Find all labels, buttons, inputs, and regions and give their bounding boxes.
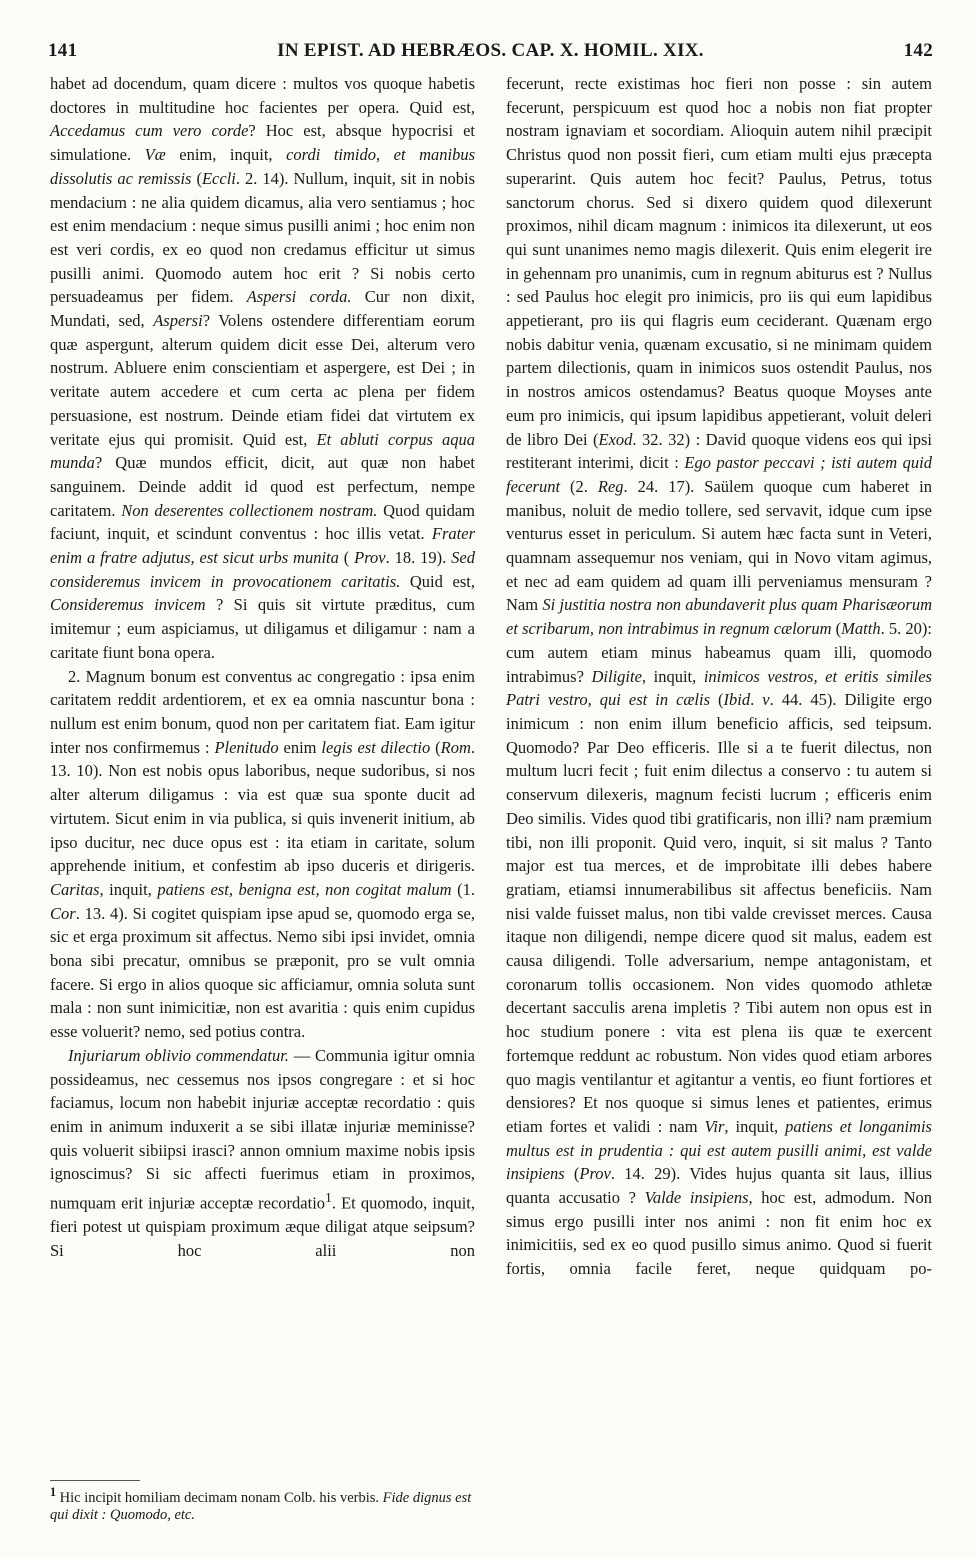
- footnote-ref: 1: [325, 1190, 332, 1206]
- paragraph: 2. Magnum bonum est conventus ac congregatio : ipsa enim caritatem reddit ardentiorem, et ex ea omnia nascuntur bona : nullum est enim bonum, quod non per caritatem fiat. Eam igitur inter nos confirmemus : Plenitudo enim legis est dilectio (Rom. 13. 10). Non est nobis opus laboribus, neque sudoribus, si nos alter alterum diligamus : via est quæ sua sponte ducit ad virtutem. Sicut enim in via publica, si quis invenerit initium, ab ipso ducitur, nec duce opus est : ita etiam in caritate, solum apprehende initium, et confestim ab ipso duceris et dirigeris. Caritas, inquit, patiens est, benigna est, non cogitat malum (1. Cor. 13. 4). Si cogitet quispiam ipse apud se, quomodo erga se, sic et erga proximum sit affectus. Nemo sibi ipsi invidet, omnia bona sibi precatur, omnibus se præponit, pro se vult omnia facere. Si ergo in alios quoque sic afficiamur, omnia soluta sunt mala : non sunt inimicitiæ, non est avaritia : quis enim cupidus esse voluerit? nemo, sed potius contra.: [50, 666, 475, 1042]
- paragraph: fecerunt, recte existimas hoc fieri non posse : sin autem fecerunt, perspicuum est quod hoc a nobis non fiat propter nostram ignaviam et socordiam. Alioquin autem nihil præcipit Christus quod non possit fieri, cum etiam multi ejus præcepta superarint. Quis autem hoc fecit? Paulus, Petrus, totus sanctorum chorus. Sed si dixero quidem quod dilexerunt proximos, nihil dicam magnum : inimicos ita dilexerunt, ut eos qui sunt unanimes nemo magis dilexerit. Quis enim elegerit ire in gehennam pro unanimis, cum in regnum abiturus est ? Nullus : sed Paulus hoc elegit pro inimicis, pro iis qui eum lapidibus appetierant, pro iis qui flagris eum ceciderant. Quænam ergo nobis dabitur venia, quænam excusatio, si ne minimam quidem partem dilectionis, quam in inimicos suos ostendit Paulus, nos in nostros amicos ostendamus? Beatus quoque Moyses ante eum pro inimicis, qui ipsum lapidibus appetierant, voluit deleri de libro Dei (Exod. 32. 32) : David quoque videns eos qui ipsi restiterant interimi, dicit : Ego pastor peccavi ; isti autem quid fecerunt (2. Reg. 24. 17). Saülem quoque cum haberet in manibus, noluit de medio tollere, sed servavit, idque cum ipse venturus esset in periculum. Si autem hæc facta sunt in Veteri, quamnam assequemur nos veniam, qui in Novo vitam agimus, et nec ad eam quidem ad quam illi perveniamus mensuram ? Nam Si justitia nostra non abundaverit plus quam Pharisæorum et scribarum, non intrabimus in regnum cælorum (Matth. 5. 20): cum autem etiam minus habeamus quam illi, quomodo intrabimus? Diligite, inquit, inimicos vestros, et eritis similes Patri vestro, qui est in cælis (Ibid. v. 44. 45). Diligite ergo inimicum : non enim illum beneficio afficis, sed teipsum. Quomodo? Par Deo efficeris. Ille si a te fuerit dilectus, non multum lucri fecit ; fuit enim dilectus a conservo : tu autem si conservum dilexeris, magnum fecisti lucrum ; efficeris enim Deo similis. Vides quod tibi gratificaris, non illi? nam præmium tibi, non illi proponit. Quid vero, inquit, si sit malus ? Tanto major est tua merces, et de improbitate illi debes habere gratiam, etiamsi innumerabilibus sit affectus beneficiis. Nam nisi valde fuisset malus, non tibi valde crevisset merces. Causa itaque non diligendi, nempe dicere quod sit malus, eadem est causa diligendi. Tolle adversarium, nempe antagonistam, et coronarum tollis occasionem. Non vides quomodo athletæ decertant sacculis arena impletis ? Tibi autem non opus est in hoc studium ponere : vita est plena iis quæ te exercent fortemque reddunt ac robustum. Non vides quod etiam arbores quo magis ventilantur et agitantur a ventis, eo fiunt fortiores et densiores? Et nos quoque si simus lenes et patientes, erimus etiam fortes et validi : nam Vir, inquit, patiens et longanimis multus est in prudentia : qui est autem pusilli animi, est valde insipiens (Prov. 14. 29). Vides hujus quanta sit laus, illius quanta accusatio ? Valde insipiens, hoc est, admodum. Non simus ergo pusilli inter nos animi : non fit enim hoc ex inimicitiis, sed ex eo quod pusillo simus animo. Quod si fuerit fortis, omnia facile feret, neque quidquam po-: [506, 74, 933, 1279]
- running-title: IN EPIST. AD HEBRÆOS. CAP. X. HOMIL. XIX.: [277, 40, 704, 61]
- footnote-rule: [50, 1480, 140, 1481]
- right-column: [506, 72, 932, 1281]
- page-header: [48, 40, 933, 70]
- left-column: [50, 72, 475, 1263]
- footnote-mark: 1: [50, 1485, 57, 1499]
- page-number-left: 141: [48, 40, 78, 61]
- paragraph: Injuriarum oblivio commendatur. — Communia igitur omnia possideamus, nec cessemus nos ipsos congregare : et si hoc faciamus, locum non habebit injuriæ acceptæ recordatio : quis enim in animum induxerit a se sibi illatæ injuriæ meminisse? quis voluerit sibiipsi irasci? annon omnium maxime nobis ipsis ignoscimus? Si sic affecti fuerimus etiam in proximos, numquam erit injuriæ acceptæ recordatio$^1$. Et quomodo, inquit, fieri potest ut quispiam proximum æque diligat atque seipsum? Si hoc alii non: [50, 1045, 476, 1260]
- paragraph: habet ad docendum, quam dicere : multos vos quoque habetis doctores in multitudine hoc facientes per opera. Quid est, Accedamus cum vero corde? Hoc est, absque hypocrisi et simulatione. Væ enim, inquit, cordi timido, et manibus dissolutis ac remissis (Eccli. 2. 14). Nullum, inquit, sit in nobis mendacium : ne alia quidem dicamus, alia vero sentiamus ; hoc est enim mendacium : neque simus pusilli animi ; hoc enim non est veri cordis, ex eo quod non credamus efficitur ut simus pusilli animi. Quomodo autem hoc erit ? Si nobis certo persuadeamus per fidem. Aspersi corda. Cur non dixit, Mundati, sed, Aspersi? Volens ostendere differentiam eorum quæ aspergunt, alterum quidem dicit esse Dei, alterum vero nostrum. Abluere enim conscientiam et aspergere, est Dei ; in veritate autem accedere et cum certa ac plena per fidem persuasione, est nostrum. Deinde etiam fidei dat virtutem ex veritate ejus qui promisit. Quid est, Et abluti corpus aqua munda? Quæ mundos efficit, dicit, aut quæ non habet sanguinem. Deinde addit id quod est perfectum, nempe caritatem. Non deserentes collectionem nostram. Quod quidam faciunt, inquit, et scindunt conventus : hoc illis vetat. Frater enim a fratre adjutus, est sicut urbs munita ( Prov. 18. 19). Sed consideremus invicem in provocationem caritatis. Quid est, Consideremus invicem ? Si quis sit virtute præditus, cum imitemur ; eum aspiciamus, ut diligamus et diligamur : nam a caritate fiunt bona opera.: [50, 74, 476, 662]
- page-number-right: 142: [903, 40, 933, 61]
- section-heading: Injuriarum oblivio commendatur.: [68, 1045, 289, 1065]
- footnote: $^1$ Hic incipit homiliam decimam nonam Colb. his verbis. Fide dignus est qui dixit : Quomodo, etc.: [50, 1485, 472, 1523]
